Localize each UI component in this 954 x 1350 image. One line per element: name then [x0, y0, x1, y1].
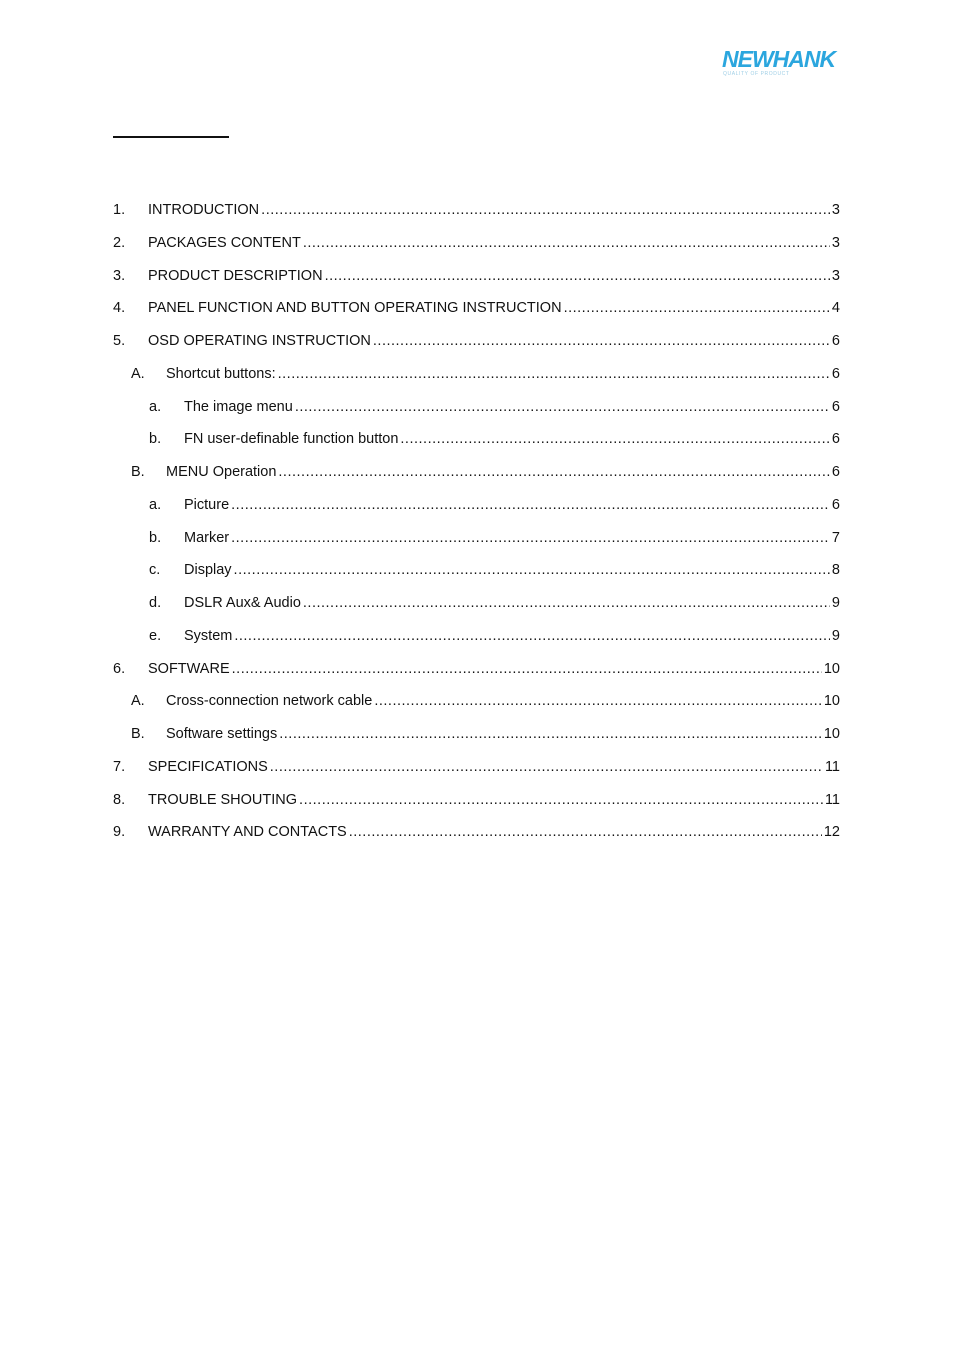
toc-entry-page-number: 6: [831, 333, 840, 349]
toc-entry-title: MENU Operation: [166, 464, 277, 480]
toc-entry-number: 4.: [113, 300, 126, 317]
toc-entry[interactable]: [113, 688, 840, 721]
toc-entry-title: PANEL FUNCTION AND BUTTON OPERATING INSTRUCTION: [148, 300, 562, 317]
toc-entry-page-number: 9: [831, 627, 840, 644]
toc-entry-page-number: 7: [831, 529, 840, 546]
toc-dot-leader: [325, 263, 830, 289]
toc-entry[interactable]: [113, 263, 840, 296]
toc-entry[interactable]: [113, 525, 840, 558]
toc-entry-page-number: 9: [831, 595, 840, 611]
toc-entry-title: Picture: [184, 496, 230, 513]
toc-entry-title: Shortcut buttons:: [166, 365, 276, 382]
toc-entry-page-number: 12: [823, 824, 840, 841]
toc-dot-leader: [303, 590, 830, 616]
brand-logo: [722, 46, 842, 82]
toc-entry-page-number: 6: [831, 496, 840, 513]
toc-dot-leader: [231, 525, 830, 551]
toc-dot-leader: [232, 656, 822, 682]
toc-entry-number: 8.: [113, 791, 126, 808]
toc-entry[interactable]: [113, 361, 840, 394]
toc-entry[interactable]: [113, 819, 840, 852]
toc-entry-page-number: 6: [831, 365, 840, 382]
toc-entry-number: 6.: [113, 660, 126, 677]
toc-entry-number: 9.: [113, 824, 126, 841]
toc-entry-title: Software settings: [166, 726, 278, 742]
toc-dot-leader: [234, 623, 830, 649]
toc-entry-number: 2.: [113, 234, 126, 251]
toc-entry[interactable]: [113, 459, 840, 492]
table-of-contents: [113, 197, 840, 852]
toc-entry-number: A.: [131, 693, 145, 710]
toc-entry[interactable]: [113, 426, 840, 459]
toc-entry-number: e.: [149, 627, 162, 644]
toc-entry[interactable]: [113, 754, 840, 787]
toc-entry-number: b.: [149, 431, 162, 448]
toc-entry-title: DSLR Aux& Audio: [184, 595, 301, 611]
toc-entry-title: Display: [184, 562, 232, 579]
toc-entry[interactable]: [113, 787, 840, 820]
toc-entry-page-number: 3: [831, 234, 840, 251]
toc-entry-number: 7.: [113, 758, 126, 775]
toc-entry-number: 5.: [113, 333, 126, 349]
toc-entry-number: a.: [149, 398, 162, 415]
toc-entry-title: System: [184, 627, 233, 644]
toc-entry[interactable]: [113, 328, 840, 361]
toc-entry[interactable]: [113, 197, 840, 230]
toc-dot-leader: [270, 754, 823, 780]
brand-logo-tagline: QUALITY OF PRODUCT: [723, 71, 790, 77]
toc-entry-page-number: 11: [824, 791, 840, 808]
toc-entry[interactable]: [113, 492, 840, 525]
toc-entry-page-number: 10: [823, 693, 840, 710]
toc-dot-leader: [278, 459, 830, 485]
toc-entry-title: FN user-definable function button: [184, 431, 399, 448]
toc-entry-number: d.: [149, 595, 162, 611]
toc-entry-title: SPECIFICATIONS: [148, 758, 268, 775]
toc-entry-page-number: 3: [831, 267, 840, 284]
toc-dot-leader: [374, 688, 822, 714]
toc-entry-title: TROUBLE SHOUTING: [148, 791, 298, 808]
toc-dot-leader: [278, 361, 830, 387]
toc-entry-page-number: 6: [831, 431, 840, 448]
toc-entry[interactable]: [113, 394, 840, 427]
toc-entry-page-number: 8: [831, 562, 840, 579]
toc-entry-page-number: 10: [823, 726, 840, 742]
toc-entry[interactable]: [113, 721, 840, 754]
toc-entry-title: PRODUCT DESCRIPTION: [148, 267, 323, 284]
toc-entry-title: PACKAGES CONTENT: [148, 234, 301, 251]
toc-entry-title: SOFTWARE: [148, 660, 230, 677]
toc-dot-leader: [231, 492, 830, 518]
toc-entry-number: B.: [131, 726, 145, 742]
toc-dot-leader: [299, 787, 823, 813]
toc-entry-number: b.: [149, 529, 162, 546]
toc-entry-number: 1.: [113, 202, 126, 218]
toc-entry-number: c.: [149, 562, 161, 579]
toc-entry-number: 3.: [113, 267, 126, 284]
toc-dot-leader: [303, 230, 830, 256]
toc-entry-title: WARRANTY AND CONTACTS: [148, 824, 347, 841]
toc-entry-page-number: 6: [831, 464, 840, 480]
toc-entry-page-number: 4: [831, 300, 840, 317]
toc-entry[interactable]: [113, 656, 840, 689]
toc-entry[interactable]: [113, 295, 840, 328]
toc-entry-title: Cross-connection network cable: [166, 693, 373, 710]
toc-entry-page-number: 11: [824, 758, 840, 775]
toc-title-underline: [113, 136, 229, 138]
toc-entry-title: OSD OPERATING INSTRUCTION: [148, 333, 371, 349]
toc-entry[interactable]: [113, 557, 840, 590]
toc-dot-leader: [234, 557, 830, 583]
toc-entry[interactable]: [113, 623, 840, 656]
toc-entry[interactable]: [113, 590, 840, 623]
toc-entry-page-number: 10: [823, 660, 840, 677]
toc-dot-leader: [349, 819, 822, 845]
toc-entry-title: INTRODUCTION: [148, 202, 260, 218]
toc-dot-leader: [400, 426, 830, 452]
toc-entry-title: The image menu: [184, 398, 293, 415]
toc-dot-leader: [261, 197, 830, 223]
toc-entry-page-number: 6: [831, 398, 840, 415]
toc-dot-leader: [564, 295, 830, 321]
toc-dot-leader: [295, 394, 830, 420]
toc-entry-page-number: 3: [831, 202, 840, 218]
toc-entry[interactable]: [113, 230, 840, 263]
toc-dot-leader: [373, 328, 830, 354]
toc-entry-number: B.: [131, 464, 145, 480]
brand-logo-wordmark: NEWHANK: [722, 46, 836, 72]
toc-entry-number: a.: [149, 496, 162, 513]
toc-entry-number: A.: [131, 365, 145, 382]
toc-dot-leader: [279, 721, 822, 747]
toc-entry-title: Marker: [184, 529, 230, 546]
